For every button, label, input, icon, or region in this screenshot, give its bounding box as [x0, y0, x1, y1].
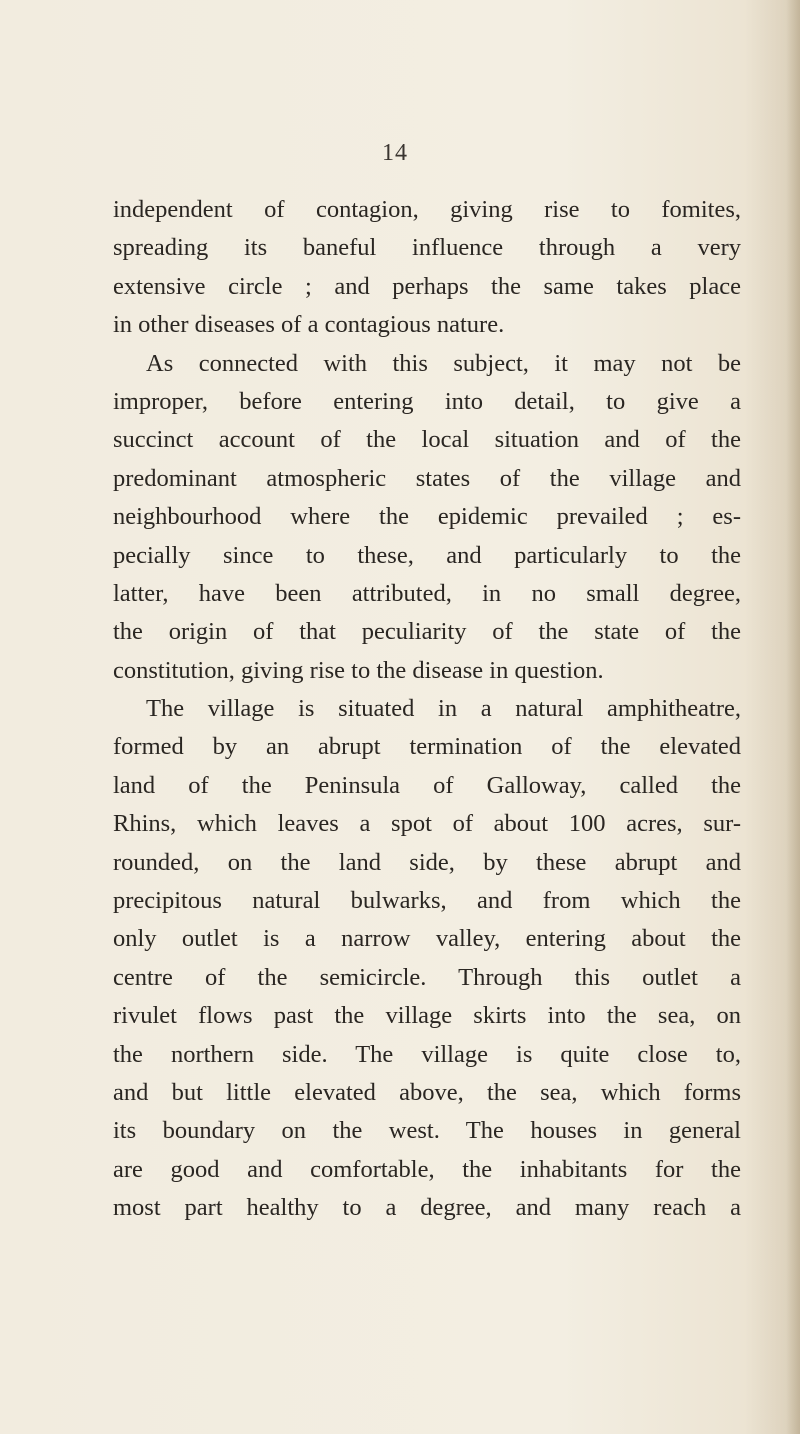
- text-line: improper, before entering into detail, to give a: [113, 387, 741, 415]
- text-line: in other diseases of a contagious nature.: [113, 311, 505, 339]
- text-line: extensive circle ; and perhaps the same takes place: [113, 272, 741, 300]
- text-line: pecially since to these, and particularly to the: [113, 541, 741, 569]
- text-line: succinct account of the local situation and of the: [113, 426, 741, 454]
- text-line: The village is situated in a natural amphitheatre,: [146, 695, 741, 723]
- text-line: As connected with this subject, it may not be: [146, 349, 741, 377]
- text-line: spreading its baneful influence through a very: [113, 234, 741, 262]
- text-line: its boundary on the west. The houses in general: [113, 1117, 741, 1145]
- text-line: are good and comfortable, the inhabitants for the: [113, 1155, 741, 1183]
- text-line: latter, have been attributed, in no small degree,: [113, 579, 741, 607]
- text-line: most part healthy to a degree, and many reach a: [113, 1194, 741, 1222]
- text-line: predominant atmospheric states of the village and: [113, 464, 741, 492]
- page-edge-shadow: [786, 0, 800, 1434]
- text-line: constitution, giving rise to the disease in question.: [113, 656, 604, 684]
- body-text: [113, 191, 741, 1228]
- text-line: precipitous natural bulwarks, and from which the: [113, 887, 741, 915]
- text-line: the origin of that peculiarity of the state of the: [113, 618, 741, 646]
- text-line: neighbourhood where the epidemic prevailed ; es-: [113, 503, 741, 531]
- text-line: rounded, on the land side, by these abrupt and: [113, 848, 741, 876]
- text-line: centre of the semicircle. Through this outlet a: [113, 963, 741, 991]
- text-line: only outlet is a narrow valley, entering about the: [113, 925, 741, 953]
- text-line: and but little elevated above, the sea, which forms: [113, 1078, 741, 1106]
- text-line: formed by an abrupt termination of the elevated: [113, 733, 741, 761]
- text-line: Rhins, which leaves a spot of about 100 acres, sur-: [113, 810, 741, 838]
- text-line: rivulet flows past the village skirts into the sea, on: [113, 1002, 741, 1030]
- text-line: independent of contagion, giving rise to fomites,: [113, 196, 741, 223]
- page-number: 14: [382, 140, 408, 166]
- text-line: land of the Peninsula of Galloway, called the: [113, 771, 741, 799]
- text-line: the northern side. The village is quite close to,: [113, 1040, 741, 1068]
